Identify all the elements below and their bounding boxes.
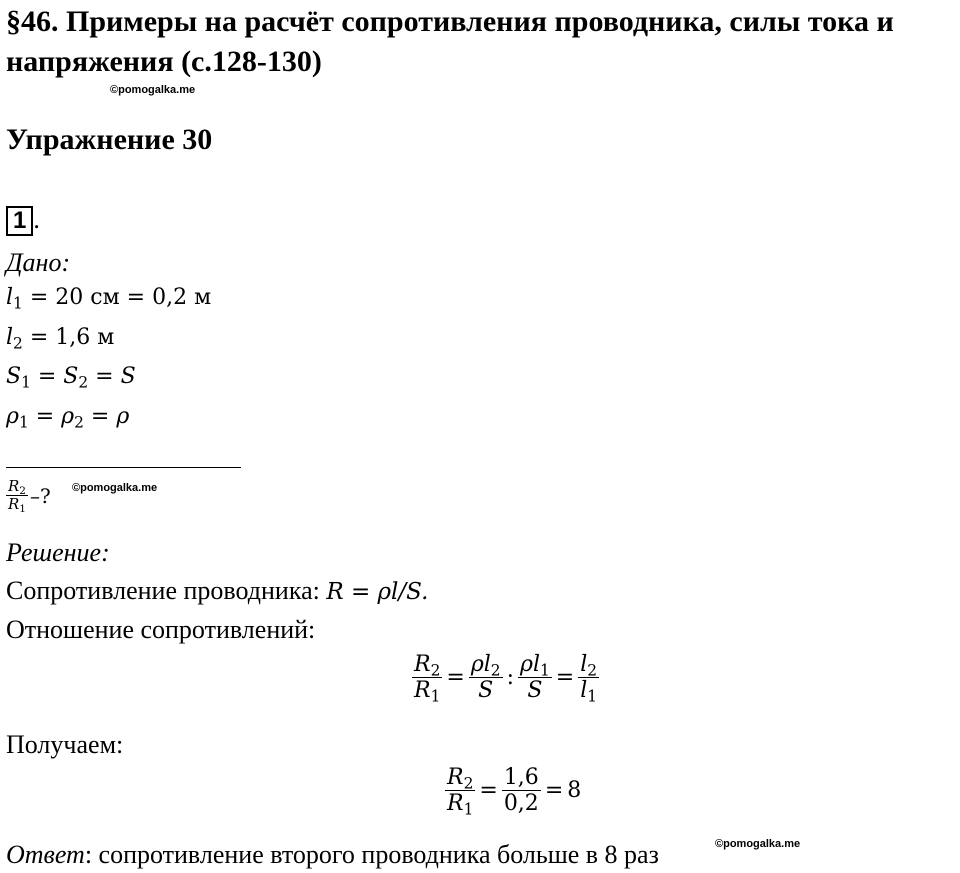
given-length-2-value: = 1,6 м: [22, 325, 115, 350]
obtain-text: Получаем:: [6, 730, 124, 759]
ratio-fraction-r: $\frac{R_2}{R_1}$: [414, 652, 441, 706]
given-area-c: S: [120, 364, 136, 389]
page-title-line-2: напряжения (с.128-130): [6, 45, 322, 78]
given-area-b-subscript: 2: [78, 373, 89, 392]
result-fraction-values: [502, 765, 541, 817]
given-resistivity-equality: $\rho_1 = \rho_2 = \rho$: [6, 404, 130, 432]
given-length-1-value: = 20 см = 0,2 м: [22, 285, 212, 310]
watermark-middle: ©pomogalka.me: [72, 482, 158, 494]
resistance-formula: R = ρl/S.: [326, 579, 429, 605]
find-question-mark: –?: [29, 483, 51, 508]
given-length-1-symbol: l: [6, 285, 14, 310]
given-rho-b-subscript: 2: [74, 413, 84, 432]
resistance-text: Сопротивление проводника:: [6, 576, 320, 605]
page-title-line-1: §46. Примеры на расчёт сопротивления проводника, силы тока и: [6, 5, 894, 38]
result-numerator: 1,6: [503, 765, 539, 790]
answer-text: : сопротивление второго проводника больше в 8 раз: [84, 840, 659, 869]
result-fraction-r: $\frac{R_2}{R_1}$: [447, 765, 474, 819]
answer-line: [6, 840, 659, 870]
given-length-2-subscript: 2: [13, 334, 23, 353]
ratio-fraction-l: $\frac{l_2}{l_1}$: [580, 652, 598, 706]
equals-sign: =: [555, 665, 575, 691]
find-den-subscript: 1: [19, 503, 26, 516]
exercise-heading: Упражнение 30: [6, 123, 213, 156]
equals-sign: =: [544, 778, 564, 804]
ratio-formula: [412, 652, 599, 704]
watermark-top: ©pomogalka.me: [110, 84, 196, 96]
given-rho-b: ρ: [61, 404, 75, 429]
ratio-fraction-rho-l1: $\frac{\rho l_1}{S}$: [520, 652, 550, 704]
problem-number-suffix: .: [33, 205, 40, 234]
given-rho-c: ρ: [116, 404, 130, 429]
given-rho-a: ρ: [6, 404, 19, 429]
given-length-1: [6, 285, 212, 313]
given-area-a: S: [6, 364, 22, 389]
result-formula: [445, 765, 581, 817]
problem-number-box: 1: [6, 206, 33, 236]
given-rho-a-subscript: 1: [18, 413, 29, 432]
ratio-fraction-rho-l2: $\frac{\rho l_2}{S}$: [470, 652, 501, 704]
answer-label: Ответ: [6, 840, 85, 869]
given-area-b: S: [63, 364, 79, 389]
find-num-subscript: 2: [19, 485, 26, 498]
find-den-symbol: R: [8, 495, 20, 514]
equals-sign: =: [446, 665, 465, 691]
division-colon: :: [506, 665, 515, 691]
given-length-2-symbol: l: [6, 325, 14, 350]
find-ratio-fraction: [6, 478, 28, 514]
equals-sign: =: [479, 778, 498, 804]
given-divider-line: [6, 467, 241, 468]
result-denominator: 0,2: [503, 791, 539, 817]
find-num-symbol: R: [8, 477, 20, 495]
watermark-bottom: ©pomogalka.me: [715, 838, 801, 850]
given-label: Дано:: [6, 248, 71, 277]
result-value: 8: [567, 778, 582, 804]
ratio-text: Отношение сопротивлений:: [6, 615, 316, 644]
given-area-equality: $S_1 = S_2 = S$: [6, 364, 136, 392]
given-length-2: [6, 325, 115, 353]
resistance-line: [6, 576, 428, 606]
given-area-a-subscript: 1: [21, 373, 31, 392]
problem-number: [6, 205, 40, 236]
find-ratio: [6, 478, 51, 514]
given-length-1-subscript: 1: [13, 294, 23, 313]
solution-label: Решение:: [6, 538, 110, 567]
